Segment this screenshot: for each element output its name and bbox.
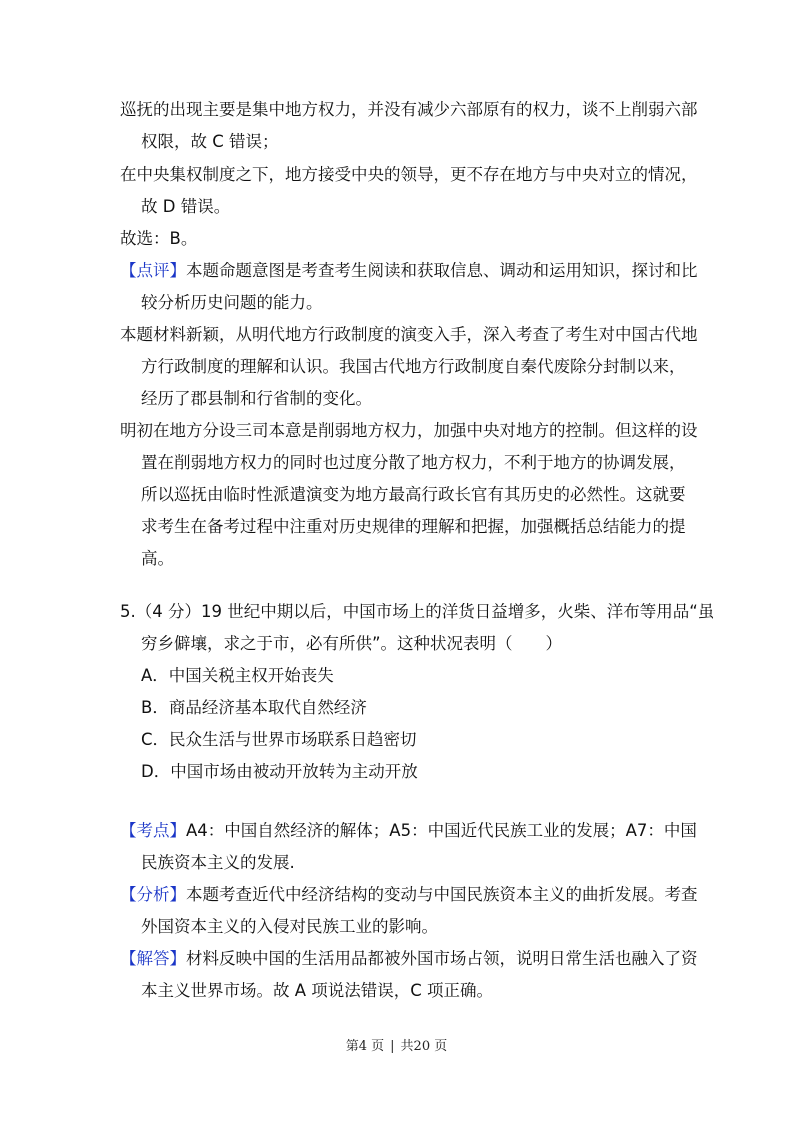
fenxi-tag: 【分析】 [120, 885, 186, 904]
fenxi-text: 外国资本主义的入侵对民族工业的影响。 [141, 917, 438, 936]
paragraph-line: 求考生在备考过程中注重对历史规律的理解和把握，加强概括总结能力的提 [141, 517, 686, 536]
kaodian-tag: 【考点】 [120, 821, 186, 840]
page-footer [0, 1038, 793, 1056]
jieda-block [120, 948, 698, 970]
page-total: 共20 页 [400, 1039, 448, 1054]
paragraph-line: 方行政制度的理解和认识。我国古代地方行政制度自秦代废除分封制以来， [141, 357, 686, 376]
kaodian-block [120, 820, 697, 842]
paragraph-line: 高。 [141, 549, 174, 568]
footer-separator: | [390, 1039, 395, 1054]
kaodian-text: A4：中国自然经济的解体；A5：中国近代民族工业的发展；A7：中国 [186, 821, 697, 840]
paragraph-line: 所以巡抚由临时性派遣演变为地方最高行政长官有其历史的必然性。这就要 [141, 485, 686, 504]
analysis-line: 巡抚的出现主要是集中地方权力，并没有减少六部原有的权力，谈不上削弱六部 [120, 100, 698, 119]
comment-text: 本题命题意图是考查考生阅读和获取信息、调动和运用知识，探讨和比 [186, 261, 698, 280]
paragraph-line: 本题材料新颖，从明代地方行政制度的演变入手，深入考查了考生对中国古代地 [120, 325, 698, 344]
answer-line: 故选：B。 [120, 229, 198, 248]
question-stem: 5.（4 分）19 世纪中期以后，中国市场上的洋货日益增多，火柴、洋布等用品“虽 [120, 602, 715, 621]
option-c: C．民众生活与世界市场联系日趋密切 [141, 730, 417, 749]
option-a: A．中国关税主权开始丧失 [141, 666, 334, 685]
comment-block [120, 260, 698, 282]
paragraph-line: 明初在地方分设三司本意是削弱地方权力，加强中央对地方的控制。但这样的设 [120, 421, 698, 440]
jieda-text: 材料反映中国的生活用品都被外国市场占领，说明日常生活也融入了资 [186, 949, 698, 968]
fenxi-block [120, 884, 698, 906]
comment-tag: 【点评】 [120, 261, 186, 280]
comment-text: 较分析历史问题的能力。 [141, 293, 323, 312]
paragraph-line: 置在削弱地方权力的同时也过度分散了地方权力，不利于地方的协调发展， [141, 453, 686, 472]
paragraph-line: 经历了郡县制和行省制的变化。 [141, 389, 372, 408]
analysis-line: 故 D 错误。 [141, 197, 231, 216]
jieda-text: 本主义世界市场。故 A 项说法错误，C 项正确。 [141, 981, 494, 1000]
option-d: D．中国市场由被动开放转为主动开放 [141, 762, 418, 781]
fenxi-text: 本题考查近代中经济结构的变动与中国民族资本主义的曲折发展。考查 [186, 885, 698, 904]
analysis-line: 在中央集权制度之下，地方接受中央的领导，更不存在地方与中央对立的情况， [120, 165, 698, 184]
question-stem: 穷乡僻壤，求之于市，必有所供”。这种状况表明（ ） [141, 634, 563, 653]
kaodian-text: 民族资本主义的发展. [141, 853, 295, 872]
option-b: B．商品经济基本取代自然经济 [141, 698, 367, 717]
jieda-tag: 【解答】 [120, 949, 186, 968]
analysis-line: 权限，故 C 错误； [141, 132, 279, 151]
page-number: 第4 页 [345, 1039, 385, 1054]
